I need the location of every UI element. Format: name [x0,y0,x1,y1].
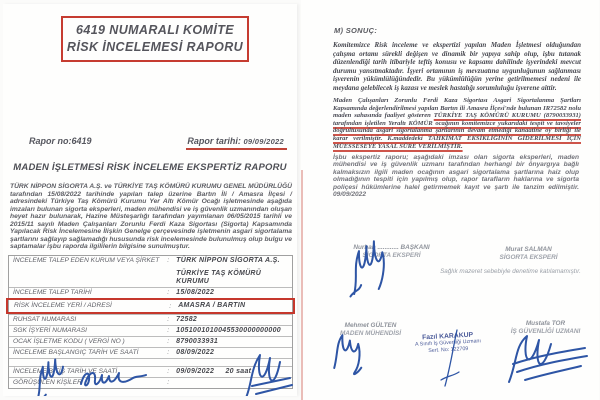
report-title-line2: RİSK İNCELEMESİ RAPORU [66,40,244,54]
signatory-title: MADEN MÜHENDİSİ [339,329,402,337]
decision-paragraph [333,97,581,150]
row-colon: : [167,257,170,264]
stamp-name: Fazıl KARAKUP [421,331,474,342]
conclusion-paragraph: Komitemizce Risk inceleme ve ekspertizi yapılan Maden İşletmesi olduğundan çalışma ortamı sürekli değişen ve dinamik bir yapıya sahip olup, işbu tutanak düzenlendiği tarih itibariyle teftiş konusu ve kapsamı dahilinde işyerindeki mevcut durumu yansıtmaktadır. İşyeri ortamının iş mevzuatına uygunluğunun sağlanması işverenin yükümlülüğündedir. Bu yükümlülüğün yerine getirilmemesi nedeni ile meydana gelebilecek iş kazası ve meslek hastalığı sorumluluğu işverene aittir. [333,41,581,92]
signatory-name: Mustafa TOR [525,320,566,327]
intro-paragraph: TÜRK NİPPON SİGORTA A.Ş. ve TÜRKİYE TAŞ KÖMÜRÜ KURUMU GENEL MÜDÜRLÜĞÜ tarafından 15/08/2022 tarihinde yapılan talep üzerine Bartın İli / Amasra İlçesi / adresindeki Türkiye Taş Kömürü Kurumu Yer Altı Kömür Ocağı işletmesinde aşağıda imzaları bulunan sigorta eksperleri, maden mühendisi ve iş güvenlik uzmanından oluşan heyet hazır bulunarak, Hazine Müsteşarlığı tarafından yayımlanan 06/05/2015 tarihli ve 2015/11 sayılı Maden Çalışanları Zorunlu Ferdi Kaza Sigortası (Sigorta) Kapsamında Yapılacak Risk İncelemesine İlişkin Genelge çerçevesinde işletmenin asgari sigortalama şartlarını sağlayıp sağlamadığı hususunda risk incelemesinde bulunulmuş olup bulgu ve saptamalar işbu raporda ilgililerin bilgisine sunulmuştur. [10,183,292,250]
report-date-value: 09/09/2022 [243,137,284,146]
signature-scribble [78,362,150,392]
report-number: Rapor no:6419 [29,136,92,146]
row-colon: : [167,338,170,345]
table-row [9,314,292,325]
row-value: 15/08/2022 [176,289,215,296]
signatory-absent-expert [461,246,596,261]
row-label: İNCELEME TALEP TARİHİ [13,289,92,296]
row-value-date: 09/09/2022 [176,368,215,375]
row-label: İNCELEME TALEP EDEN KURUM VEYA ŞİRKET [13,257,160,264]
row-value [176,256,292,287]
signatory-name: Mehmet GÜLTEN [344,322,397,329]
decision-text: Maden Çalışanları Zorunlu Ferdi Kaza Sigortası Asgari Sigortalanma Şartları Kapsamında değerlendirilmesi yapılan Bartın ili Amasra İlçesi'nde bulunan IR72582 nolu maden sahasında faaliyet gösteren [333,97,581,120]
sonuc-heading: M) SONUÇ: [334,26,378,35]
stamp-cert-number: Sert. No: 122709 [428,345,469,354]
row-colon: : [167,368,170,375]
signature-scribble [339,233,398,301]
report-title-line1: 6419 NUMARALI KOMİTE [75,23,235,37]
row-label: GÖRÜŞÜLEN KİŞİLER [13,379,82,386]
signature-scribble [238,350,296,396]
report-meta-row [29,136,287,150]
report-date-label: Rapor tarihi: [187,136,241,146]
row-value: AMASRA / BARTIN [178,302,246,309]
report-date [186,136,287,150]
row-colon: : [167,289,170,296]
signature-scribble [431,328,467,390]
row-label: İNCELEME BİTİŞ TARİH VE SAATİ [13,368,118,375]
absence-note: Sağlık mazeret sebebiyle denetime katılamamıştır. [440,268,581,275]
row-colon: : [167,316,170,323]
row-label: RUHSAT NUMARASI [13,316,77,323]
report-title-box [61,16,249,62]
signature-scribble [327,326,387,381]
row-value-line2: TÜRKİYE TAŞ KÖMÜRÜ KURUMU [176,270,262,285]
row-value: 1051001010045530000000000 [176,327,281,334]
row-value-line1: TÜRK NİPPON SİGORTA A.Ş. [176,257,280,264]
table-row [9,336,292,347]
row-label: RİSK İNCELEME YERİ / ADRESİ [14,302,112,309]
row-value: 8790033931 [176,338,219,345]
row-label: SGK İŞYERİ NUMARASI [13,327,88,334]
row-colon: : [167,327,170,334]
row-colon: : [169,303,172,310]
stamp-title: A Sınıfı İş Güvenliği Uzmanı [414,338,482,349]
signatory-name: Murat SALMAN [505,246,552,253]
row-value-duration: 20 saat [225,368,252,375]
row-colon: : [167,379,170,386]
table-row [9,325,292,336]
row-colon: : [167,349,170,356]
page-edge-line [301,170,303,400]
closing-paragraph: İşbu ekspertiz raporu; aşağıdaki imzası olan sigorta eksperleri, maden mühendisi ve iş güvenlik uzmanı tarafından herhangi bir önyargıya bağlı kalmaksızın ilgili maden ocağının asgari sigortalama şartlarına haiz olup olmadığının tespiti için yapılmış olup, rapor tarafların haklarına ve sigorta poliçesi hükümlerine halel getirmemek kayıt ve şartı ile tanzim edilmiştir. 09/09/2022 [333,154,579,199]
row-label: İNCELEME BAŞLANGIÇ TARİH VE SAATİ [13,349,139,356]
signatory-title: İŞ GÜVENLİĞİ UZMANI [510,327,581,335]
report-page-2 [301,0,599,400]
signatory-title: SİGORTA EKSPERİ [499,253,558,261]
signatory-title: SİGORTA EKSPERİ [362,251,421,259]
report-heading: MADEN İŞLETMESİ RİSK İNCELEME EKSPERTİZ RAPORU [13,162,287,173]
row-value: 72582 [176,316,198,323]
signature-scribble [497,330,597,392]
table-row-highlighted [6,298,295,314]
signature-scribble [28,350,73,396]
decision-text-underlined: TÜRKİYE TAŞ KÖMÜRÜ KURUMU (8790033931) tarafından işletilen Yeraltı KÖMÜR ocağının komitemizce yukarıdaki tespit ve tavsiyeler doğrultusunda asgari sigortalanma şartlarının devam etmediği kanaatine oy birliği ile karar verilmiştir. K.maddedeki TAHKİMAT EKSİKLİĞİNİN GİDERİLMESİ İÇİN MÜESSESEYE YASAL SÜRE VERİLMİŞTİR. [333,112,581,150]
signatory-name: Nurhan ............ BAŞKANI [353,244,430,251]
row-label: OCAK İŞLETME KODU ( VERGİ NO ) [13,338,125,345]
table-row [9,287,292,298]
report-page-1 [3,4,297,396]
table-row [9,256,292,287]
row-value: 08/09/2022 [176,349,215,356]
